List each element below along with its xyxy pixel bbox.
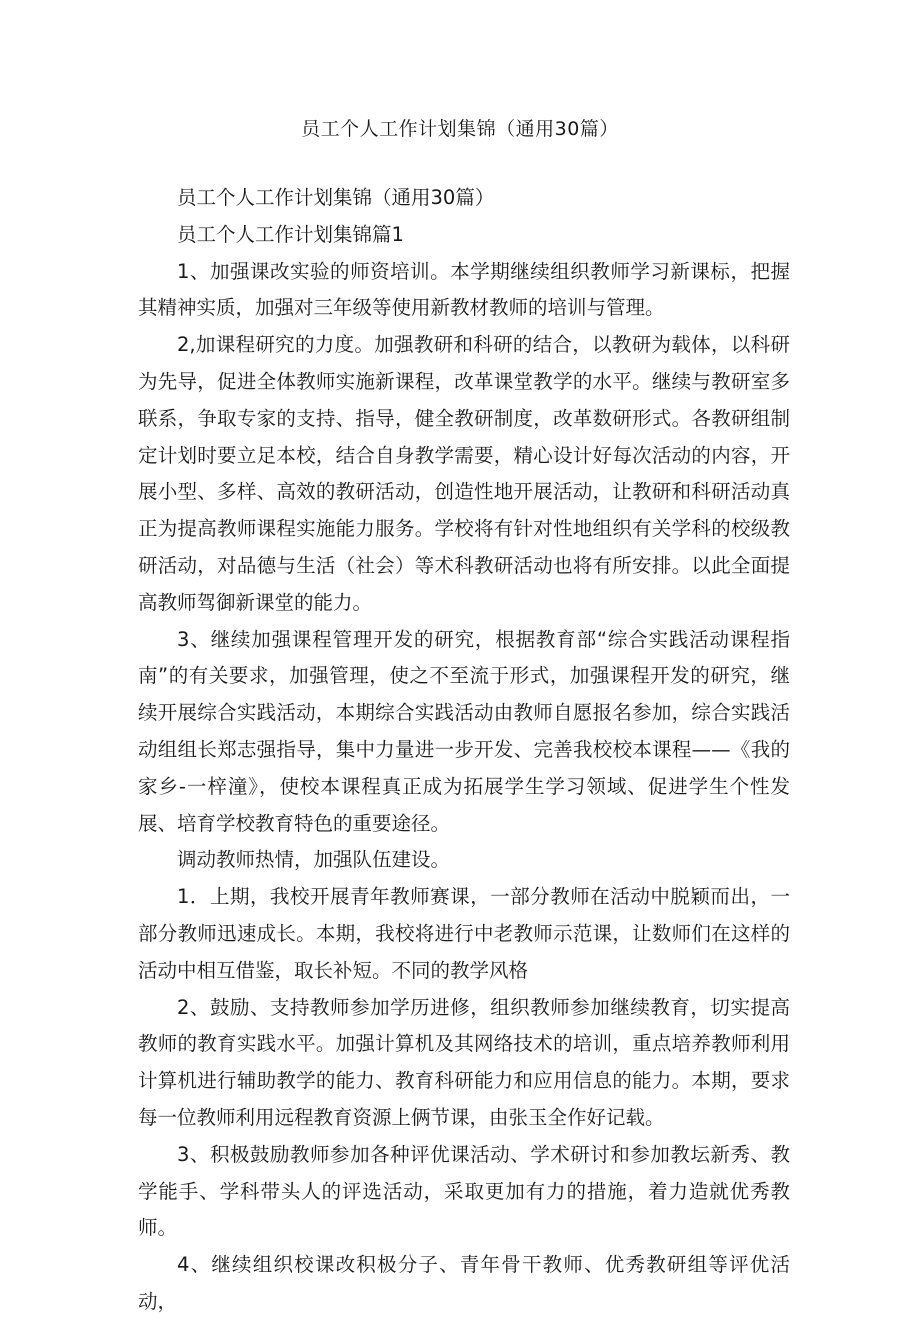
paragraph-item-3: 3、继续加强课程管理开发的研究，根据教育部“综合实践活动课程指南”的有关要求，加强管理，使之不至流于形式，加强课程开发的研究，继续开展综合实践活动，本期综合实践活动由教师自愿报名参加，综合实践活动组组长郑志强指导，集中力量进一步开发、完善我校校本课程——《我的家乡-一梓潼》，使校本课程真正成为拓展学生学习领域、促进学生个性发展、培育学校教育特色的重要途径。 — [138, 627, 790, 835]
paragraph-teachers-item-4: 4、继续组织校课改积极分子、青年骨干教师、优秀教研组等评优活动， — [138, 1253, 790, 1313]
paragraph-teachers-item-3: 3、积极鼓励教师参加各种评优课活动、学术研讨和参加教坛新秀、教学能手、学科带头人的评选活动，采取更加有力的措施，着力造就优秀教师。 — [138, 1142, 790, 1240]
paragraph-heading-teachers: 调动教师热情，加强队伍建设。 — [177, 848, 451, 872]
paragraph-section-heading: 员工个人工作计划集锦篇1 — [177, 222, 404, 246]
paragraph-item-1: 1、加强课改实验的师资培训。本学期继续组织教师学习新课标，把握其精神实质，加强对三年级等使用新教材教师的培训与管理。 — [138, 259, 790, 320]
document-title: 员工个人工作计划集锦（通用30篇） — [301, 118, 619, 140]
paragraph-item-2: 2,加课程研究的力度。加强教研和科研的结合，以教研为载体，以科研为先导，促进全体教师实施新课程，改革课堂教学的水平。继续与教研室多联系，争取专家的支持、指导，健全教研制度，改革数研形式。各教研组制定计划时要立足本校，结合自身教学需要，精心设计好每次活动的内容，开展小型、多样、高效的教研活动，创造性地开展活动，让教研和科研活动真正为提高教师课程实施能力服务。学校将有针对性地组织有关学科的校级教研活动，对品德与生活（社会）等术科教研活动也将有所安排。以此全面提高教师驾御新课堂的能力。 — [138, 333, 790, 614]
paragraph-teachers-item-1: 1．上期，我校开展青年教师赛课，一部分教师在活动中脱颖而出，一部分教师迅速成长。本期，我校将进行中老教师示范课，让数师们在这样的活动中相互借鉴，取长补短。不同的教学风格 — [138, 885, 790, 982]
paragraph-teachers-item-2: 2、鼓励、支持教师参加学历进修，组织教师参加继续教育，切实提高教师的教育实践水平。加强计算机及其网络技术的培训，重点培养教师利用计算机进行辅助教学的能力、教育科研能力和应用信息的能力。本期，要求每一位教师利用远程教育资源上俩节课，由张玉全作好记载。 — [138, 995, 790, 1129]
paragraph-subtitle: 员工个人工作计划集锦（通用30篇） — [177, 186, 495, 209]
document-body — [138, 180, 790, 1321]
